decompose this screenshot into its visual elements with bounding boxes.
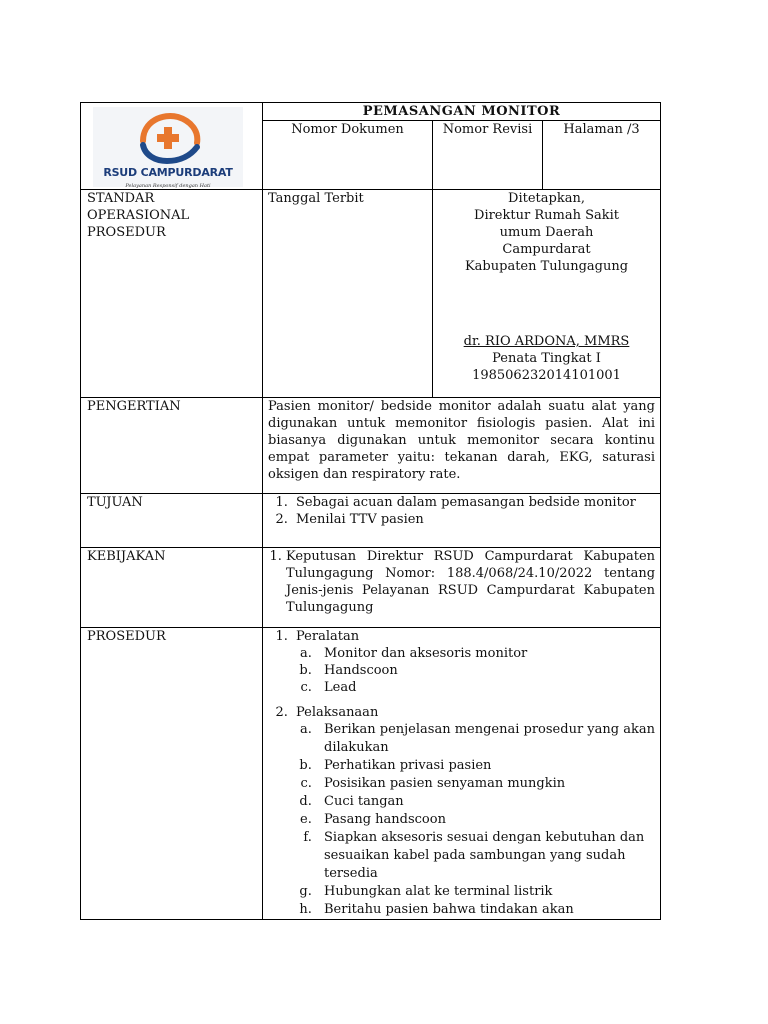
list-item: a. Berikan penjelasan mengenai prosedur yang akan dilakukan [316, 721, 655, 757]
sop-table [80, 102, 661, 920]
approval-line: Direktur Rumah Sakit [474, 208, 619, 223]
kebijakan-content [263, 548, 661, 628]
document-number-header: Nomor Dokumen [263, 121, 433, 190]
sop-label: STANDAR OPERASIONAL PROSEDUR [81, 190, 263, 398]
peralatan-title: Peralatan [296, 629, 360, 644]
list-item: h. Beritahu pasien bahwa tindakan akan [316, 901, 655, 919]
signer-name: dr. RIO ARDONA, MMRS [463, 334, 630, 349]
prosedur-list [268, 628, 655, 919]
list-item: f. Siapkan aksesoris sesuai dengan kebutuhan dan sesuaikan kabel pada sambungan yang sudah tersedia [316, 829, 655, 883]
list-item: e. Pasang handscoon [316, 811, 655, 829]
approval-line: Kabupaten Tulungagung [464, 259, 629, 274]
logo-name: RSUD CAMPURDARAT [103, 166, 233, 179]
issue-date-label: Tanggal Terbit [263, 190, 433, 398]
list-item: 2. Menilai TTV pasien [292, 511, 655, 528]
prosedur-label: PROSEDUR [81, 628, 263, 920]
list-item: g. Hubungkan alat ke terminal listrik [316, 883, 655, 901]
signature-space [438, 275, 655, 333]
sop-document [80, 102, 660, 920]
approval-line: Campurdarat [502, 242, 591, 257]
revision-number-header: Nomor Revisi [433, 121, 543, 190]
approval-block [433, 190, 661, 398]
list-item: c. Lead [316, 679, 655, 696]
list-item: d. Cuci tangan [316, 793, 655, 811]
pelaksanaan-list [296, 721, 655, 919]
signer-rank: Penata Tingkat I [492, 351, 601, 366]
pelaksanaan-title: Pelaksanaan [296, 705, 379, 720]
kebijakan-label: KEBIJAKAN [81, 548, 263, 628]
approval-line: umum Daerah [499, 225, 594, 240]
list-item: b. Perhatikan privasi pasien [316, 757, 655, 775]
kebijakan-list [268, 548, 655, 616]
pengertian-label: PENGERTIAN [81, 398, 263, 494]
list-item [292, 628, 655, 696]
tujuan-list [268, 494, 655, 528]
list-item: c. Posisikan pasien senyaman mungkin [316, 775, 655, 793]
list-item: a. Monitor dan aksesoris monitor [316, 645, 655, 662]
peralatan-list [296, 645, 655, 696]
hospital-logo [93, 107, 243, 187]
approval-line: Ditetapkan, [508, 191, 585, 206]
logo-cell [81, 103, 263, 190]
signer-nip: 198506232014101001 [472, 368, 621, 383]
list-item: b. Handscoon [316, 662, 655, 679]
pengertian-text: Pasien monitor/ bedside monitor adalah suatu alat yang digunakan untuk memonitor fisiologis pasien. Alat ini biasanya digunakan untuk memonitor secara kontinu empat parameter yaitu: tekanan darah, EKG, saturasi oksigen dan respiratory rate. [263, 398, 661, 494]
tujuan-label: TUJUAN [81, 494, 263, 548]
page-number-header: Halaman /3 [543, 121, 661, 190]
prosedur-content [263, 628, 661, 920]
list-item: 1. Sebagai acuan dalam pemasangan bedside monitor [292, 494, 655, 511]
list-item: 1. Keputusan Direktur RSUD Campurdarat Kabupaten Tulungagung Nomor: 188.4/068/24.10/2022 tentang Jenis-jenis Pelayanan RSUD Campurdarat Kabupaten Tulungagung [286, 548, 655, 616]
list-item [292, 704, 655, 919]
document-title: PEMASANGAN MONITOR [263, 103, 661, 121]
tujuan-content [263, 494, 661, 548]
logo-tagline: Pelayanan Responsif dengan Hati [125, 183, 211, 189]
